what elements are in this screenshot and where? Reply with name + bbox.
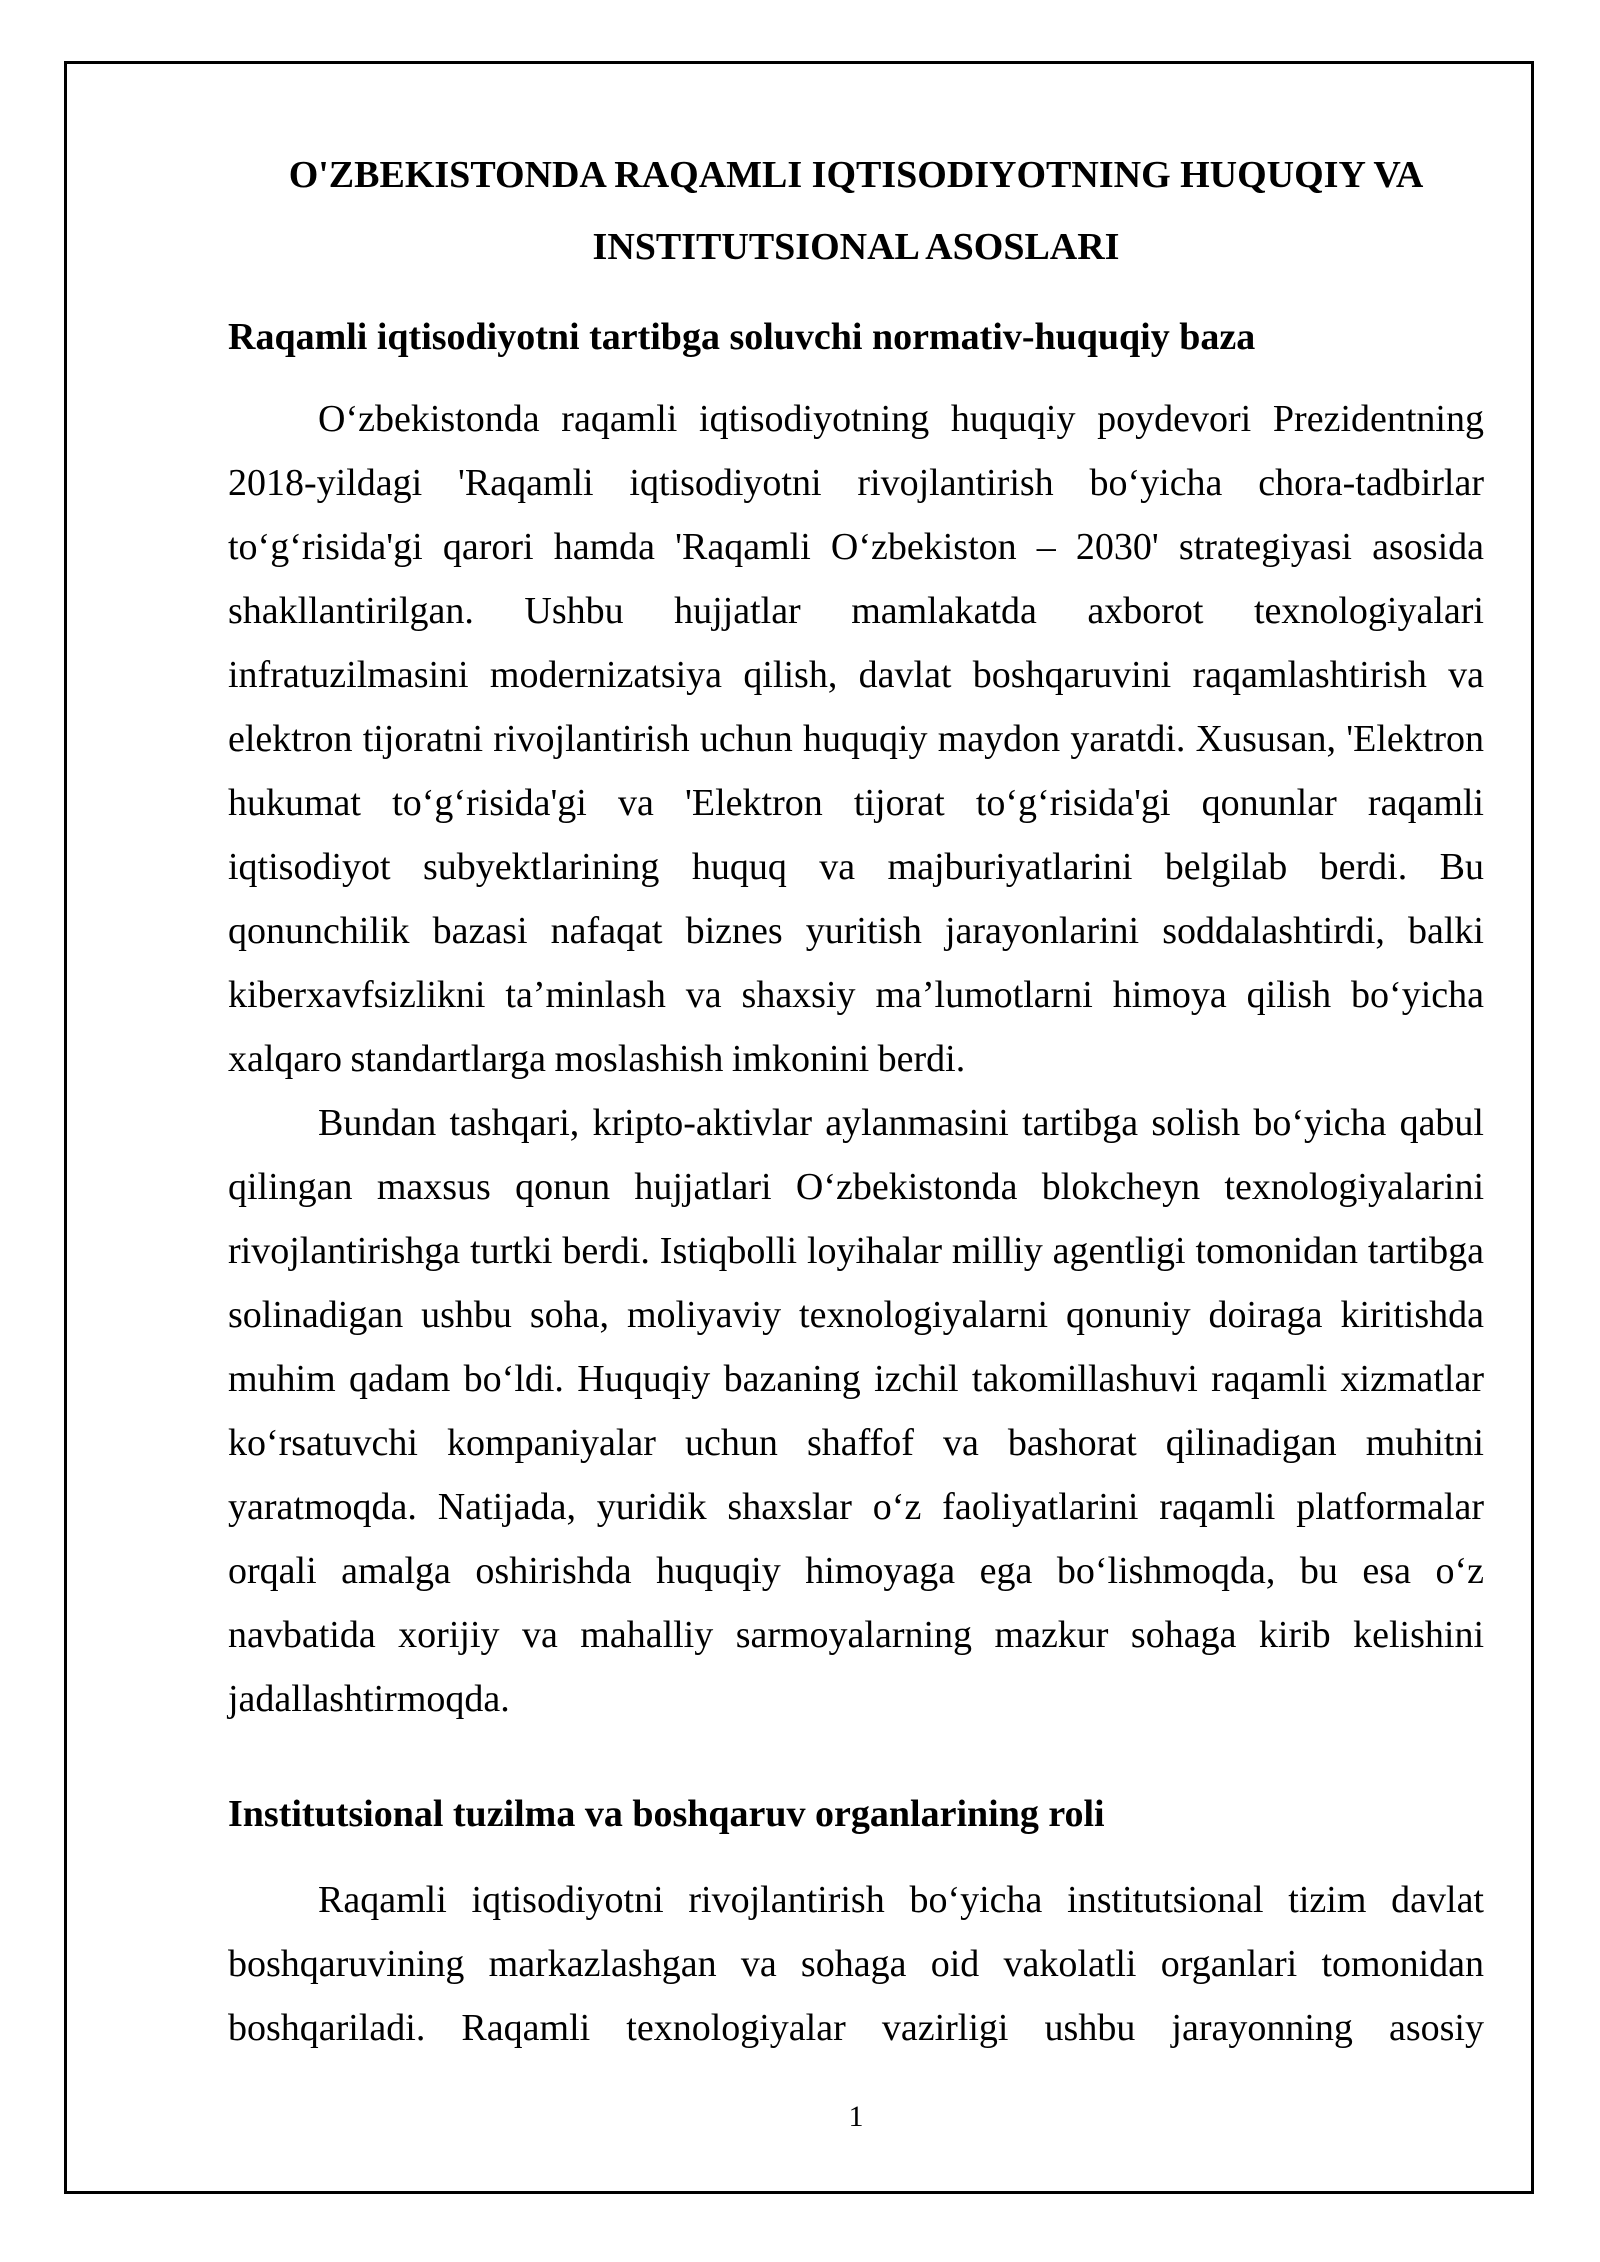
section-1-paragraph-1: O‘zbekistonda raqamli iqtisodiyotning huquqiy poydevori Prezidentning 2018-yildagi 'Raqamli iqtisodiyotni rivojlantirish bo‘yicha chora-tadbirlar to‘g‘risida'gi qarori hamda 'Raqamli O‘zbekiston – 2030' strategiyasi asosida shakllantirilgan. Ushbu hujjatlar mamlakatda axborot texnologiyalari infratuzilmasini modernizatsiya qilish, davlat boshqaruvini raqamlashtirish va elektron tijoratni rivojlantirish uchun huquqiy maydon yaratdi. Xususan, 'Elektron hukumat to‘g‘risida'gi va 'Elektron tijorat to‘g‘risida'gi qonunlar raqamli iqtisodiyot subyektlarining huquq va majburiyatlarini belgilab berdi. Bu qonunchilik bazasi nafaqat biznes yuritish jarayonlarini soddalashtirdi, balki kiberxavfsizlikni ta’minlash va shaxsiy ma’lumotlarni himoya qilish bo‘yicha xalqaro standartlarga moslashish imkonini berdi.: [228, 398, 1484, 1080]
document-title: O'ZBEKISTONDA RAQAMLI IQTISODIYOTNING HUQUQIY VA INSTITUTSIONAL ASOSLARI: [288, 154, 1424, 268]
page-number: 1: [848, 2100, 864, 2133]
section-1-paragraph-2: Bundan tashqari, kripto-aktivlar aylanmasini tartibga solish bo‘yicha qabul qilingan maxsus qonun hujjatlari O‘zbekistonda blokcheyn texnologiyalarini rivojlantirishga turtki berdi. Istiqbolli loyihalar milliy agentligi tomonidan tartibga solinadigan ushbu soha, moliyaviy texnologiyalarni qonuniy doiraga kiritishda muhim qadam bo‘ldi. Huquqiy bazaning izchil takomillashuvi raqamli xizmatlar ko‘rsatuvchi kompaniyalar uchun shaffof va bashorat qilinadigan muhitni yaratmoqda. Natijada, yuridik shaxslar o‘z faoliyatlarini raqamli platformalar orqali amalga oshirishda huquqiy himoyaga ega bo‘lishmoqda, bu esa o‘z navbatida xorijiy va mahalliy sarmoyalarning mazkur sohaga kirib kelishini jadallashtirmoqda.: [228, 1102, 1484, 1720]
text-column: [228, 64, 1484, 2149]
section-2-heading: Institutsional tuzilma va boshqaruv organlarining roli: [228, 1793, 1105, 1835]
section-2-paragraph-1: Raqamli iqtisodiyotni rivojlantirish bo‘yicha institutsional tizim davlat boshqaruvining markazlashgan va sohaga oid vakolatli organlari tomonidan boshqariladi. Raqamli texnologiyalar vazirligi ushbu jarayonning asosiy: [228, 1879, 1484, 2049]
section-1-heading: Raqamli iqtisodiyotni tartibga soluvchi normativ-huquqiy baza: [228, 316, 1256, 358]
